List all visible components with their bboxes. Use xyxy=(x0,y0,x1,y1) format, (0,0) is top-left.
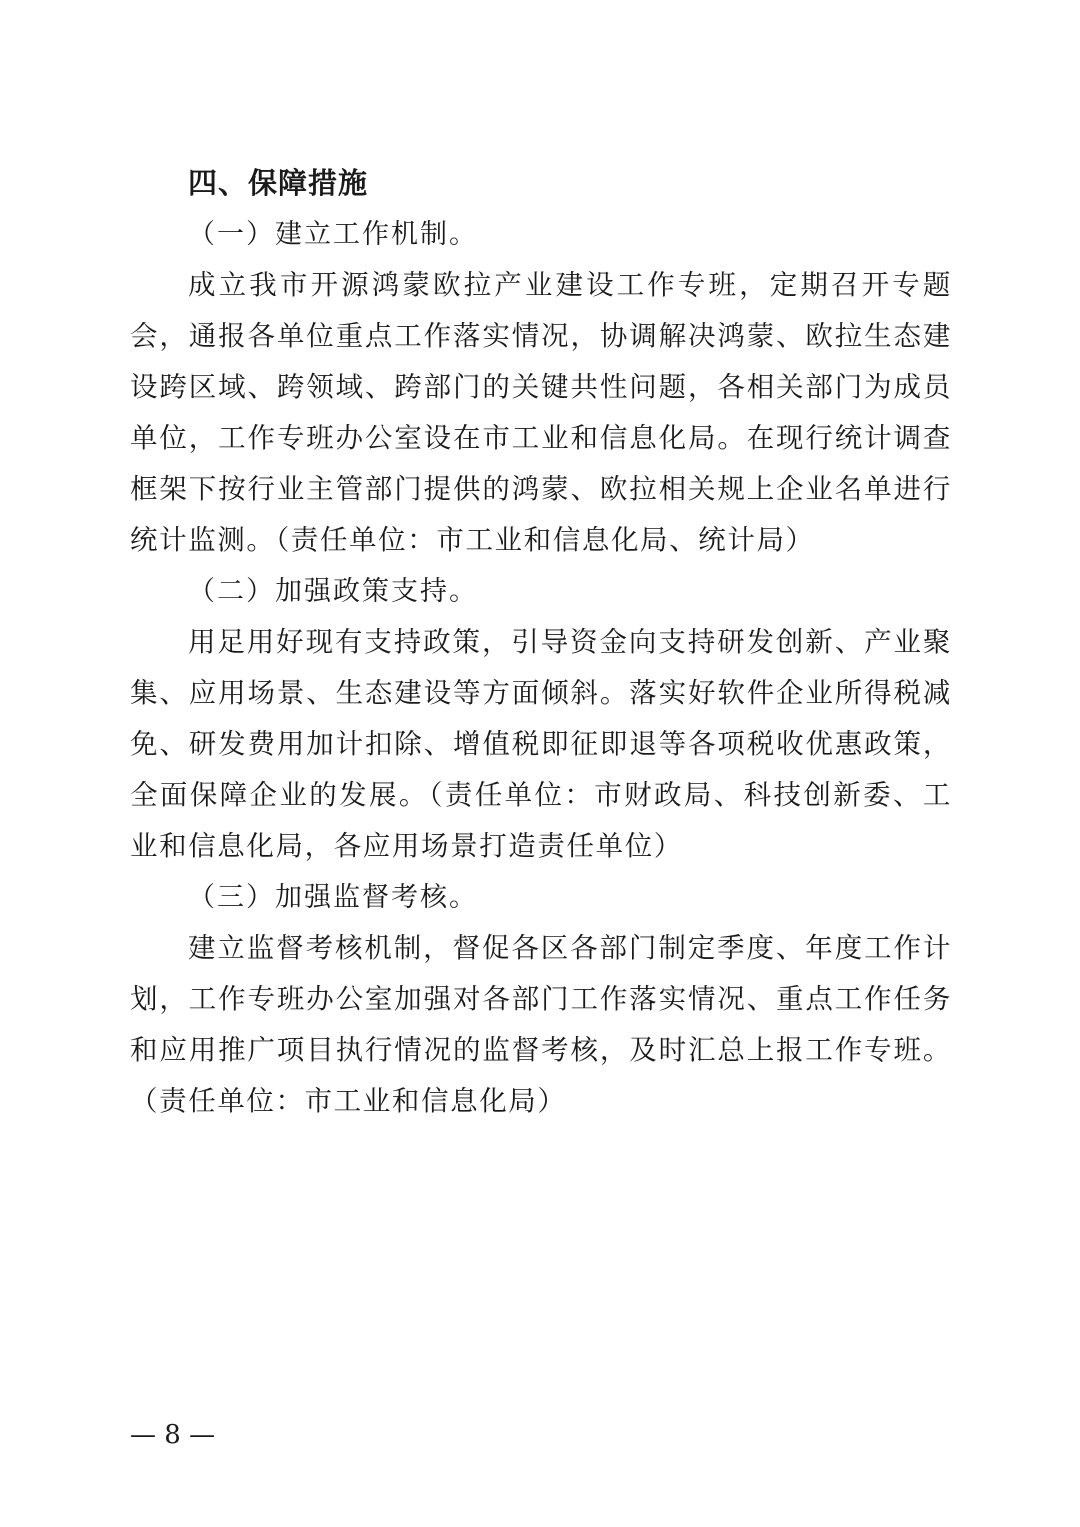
subsection-body-2: 用足用好现有支持政策，引导资金向支持研发创新、产业聚集、应用场景、生态建设等方面倾斜。落实好软件企业所得税减免、研发费用加计扣除、增值税即征即退等各项税收优惠政策，全面保障企业的发展。（责任单位：市财政局、科技创新委、工业和信息化局，各应用场景打造责任单位） xyxy=(130,626,952,862)
subsection-body-1: 成立我市开源鸿蒙欧拉产业建设工作专班，定期召开专题会，通报各单位重点工作落实情况，协调解决鸿蒙、欧拉生态建设跨区域、跨领域、跨部门的关键共性问题，各相关部门为成员单位，工作专班办公室设在市工业和信息化局。在现行统计调查框架下按行业主管部门提供的鸿蒙、欧拉相关规上企业名单进行统计监测。（责任单位：市工业和信息化局、统计局） xyxy=(130,269,952,556)
document-content xyxy=(130,158,952,1127)
page-number: — 8 — xyxy=(130,1420,216,1450)
section-title: 四、保障措施 xyxy=(188,166,369,200)
subsection-body-3: 建立监督考核机制，督促各区各部门制定季度、年度工作计划，工作专班办公室加强对各部门工作落实情况、重点工作任务和应用推广项目执行情况的监督考核，及时汇总上报工作专班。（责任单位：市工业和信息化局） xyxy=(130,932,952,1117)
subsection-heading-3: （三）加强监督考核。 xyxy=(188,882,478,913)
subsection-heading-2: （二）加强政策支持。 xyxy=(188,576,478,607)
subsection-heading-1: （一）建立工作机制。 xyxy=(188,219,478,250)
